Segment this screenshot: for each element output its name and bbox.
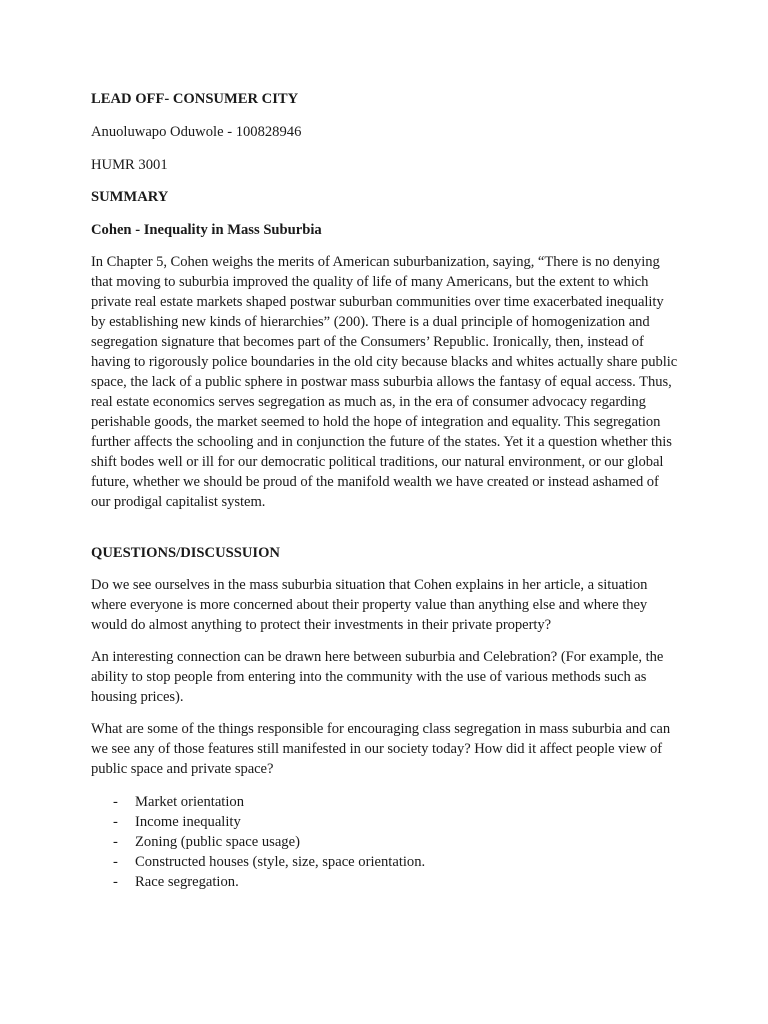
list-item [113, 812, 425, 832]
list-item-text: Income inequality [135, 814, 241, 830]
bullet-list [113, 792, 425, 892]
list-item [113, 852, 425, 872]
bullet-dash: - [113, 794, 118, 810]
document-title: LEAD OFF- CONSUMER CITY [91, 91, 299, 107]
course-code: HUMR 3001 [91, 157, 168, 173]
bullet-dash: - [113, 834, 118, 850]
questions-heading: QUESTIONS/DISCUSSUION [91, 545, 280, 561]
list-item [113, 872, 425, 892]
bullet-dash: - [113, 874, 118, 890]
list-item [113, 832, 425, 852]
list-item [113, 792, 425, 812]
list-item-text: Race segregation. [135, 874, 239, 890]
list-item-text: Constructed houses (style, size, space orientation. [135, 854, 426, 870]
author-line: Anuoluwapo Oduwole - 100828946 [91, 124, 302, 140]
question-paragraph-3: What are some of the things responsible for encouraging class segregation in mass suburbia and can we see any of those features still manifested in our society today? How did it affect people view of public space and private space? [91, 721, 671, 777]
summary-heading: SUMMARY [91, 189, 169, 205]
list-item-text: Zoning (public space usage) [135, 834, 300, 850]
question-paragraph-1: Do we see ourselves in the mass suburbia situation that Cohen explains in her article, a situation where everyone is more concerned about their property value than anything else and where they would do almost anything to protect their investments in their private property? [91, 577, 648, 633]
summary-subheading: Cohen - Inequality in Mass Suburbia [91, 222, 322, 238]
list-item-text: Market orientation [135, 794, 245, 810]
question-paragraph-2: An interesting connection can be drawn here between suburbia and Celebration? (For example, the ability to stop people from entering into the community with the use of various methods such as housing prices). [91, 649, 664, 705]
bullet-dash: - [113, 814, 118, 830]
summary-paragraph: In Chapter 5, Cohen weighs the merits of American suburbanization, saying, “There is no denying that moving to suburbia improved the quality of life of many Americans, but the extent to which private real estate markets shaped postwar suburban communities over time exacerbated inequality by establishing new kinds of hierarchies” (200). There is a dual principle of homogenization and segregation signature that becomes part of the Consumers’ Republic. Ironically, then, instead of having to rigorously police boundaries in the old city because blacks and whites actually share public space, the lack of a public sphere in postwar mass suburbia allows the fantasy of equal access. Thus, real estate economics serves segregation as much as, in the era of consumer advocacy regarding perishable goods, the market seemed to hold the hope of integration and equality. This segregation further affects the schooling and in conjunction the future of the states. Yet it a question whether this shift bodes well or ill for our democratic political traditions, our natural environment, or our global future, whether we should be proud of the manifold wealth we have created or instead ashamed of our prodigal capitalist system. [91, 254, 678, 510]
bullet-dash: - [113, 854, 118, 870]
